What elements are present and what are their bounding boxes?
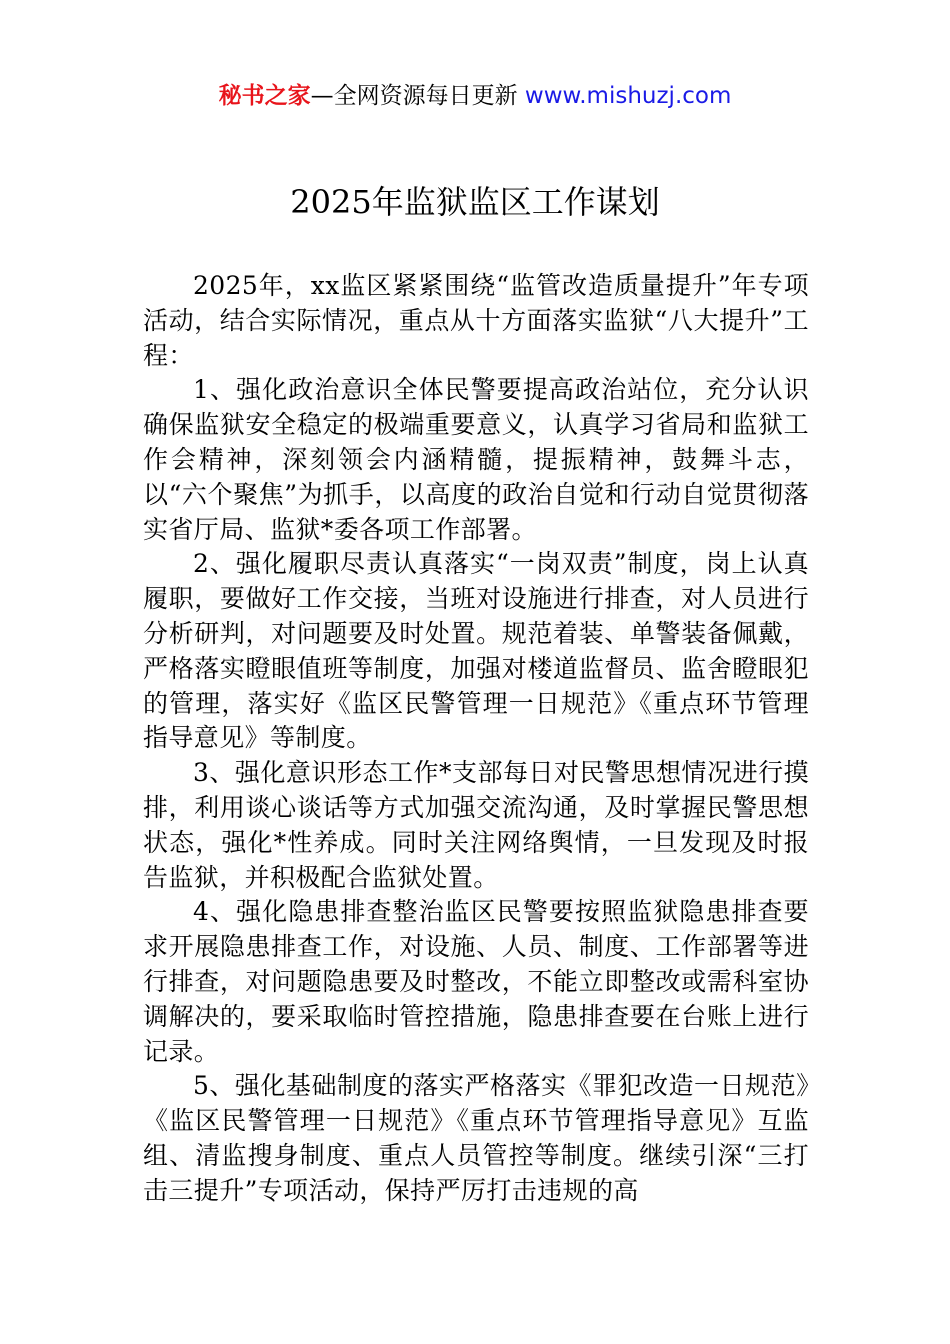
site-brand: 秘书之家 bbox=[218, 83, 311, 109]
item-paragraph-1: 1、强化政治意识全体民警要提高政治站位，充分认识确保监狱安全稳定的极端重要意义，认真学习省局和监狱工作会精神，深刻领会内涵精髓，提振精神，鼓舞斗志，以“六个聚焦”为抓手，以高度的政治自觉和行动自觉贯彻落实省厅局、监狱*委各项工作部署。 bbox=[143, 375, 809, 544]
site-tagline: —全网资源每日更新 bbox=[310, 83, 525, 109]
intro-paragraph: 2025年，xx监区紧紧围绕“监管改造质量提升”年专项活动，结合实际情况，重点从十方面落实监狱“八大提升”工程： bbox=[143, 271, 809, 370]
site-header bbox=[0, 80, 950, 112]
document-body bbox=[143, 269, 809, 1209]
item-paragraph-5: 5、强化基础制度的落实严格落实《罪犯改造一日规范》《监区民警管理一日规范》《重点环节管理指导意见》互监组、清监搜身制度、重点人员管控等制度。继续引深“三打击三提升”专项活动，保持严厉打击违规的高 bbox=[143, 1071, 809, 1205]
item-paragraph-4: 4、强化隐患排查整治监区民警要按照监狱隐患排查要求开展隐患排查工作，对设施、人员、制度、工作部署等进行排查，对问题隐患要及时整改，不能立即整改或需科室协调解决的，要采取临时管控措施，隐患排查要在台账上进行记录。 bbox=[143, 897, 809, 1066]
site-url-link[interactable]: www.mishuzj.com bbox=[524, 83, 732, 109]
item-paragraph-2: 2、强化履职尽责认真落实“一岗双责”制度，岗上认真履职，要做好工作交接，当班对设施进行排查，对人员进行分析研判，对问题要及时处置。规范着装、单警装备佩戴，严格落实瞪眼值班等制度，加强对楼道监督员、监舍瞪眼犯的管理，落实好《监区民警管理一日规范》《重点环节管理指导意见》等制度。 bbox=[143, 549, 809, 753]
item-paragraph-3: 3、强化意识形态工作*支部每日对民警思想情况进行摸排，利用谈心谈话等方式加强交流沟通，及时掌握民警思想状态，强化*性养成。同时关注网络舆情，一旦发现及时报告监狱，并积极配合监狱处置。 bbox=[143, 758, 809, 892]
document-title: 2025年监狱监区工作谋划 bbox=[290, 183, 660, 221]
